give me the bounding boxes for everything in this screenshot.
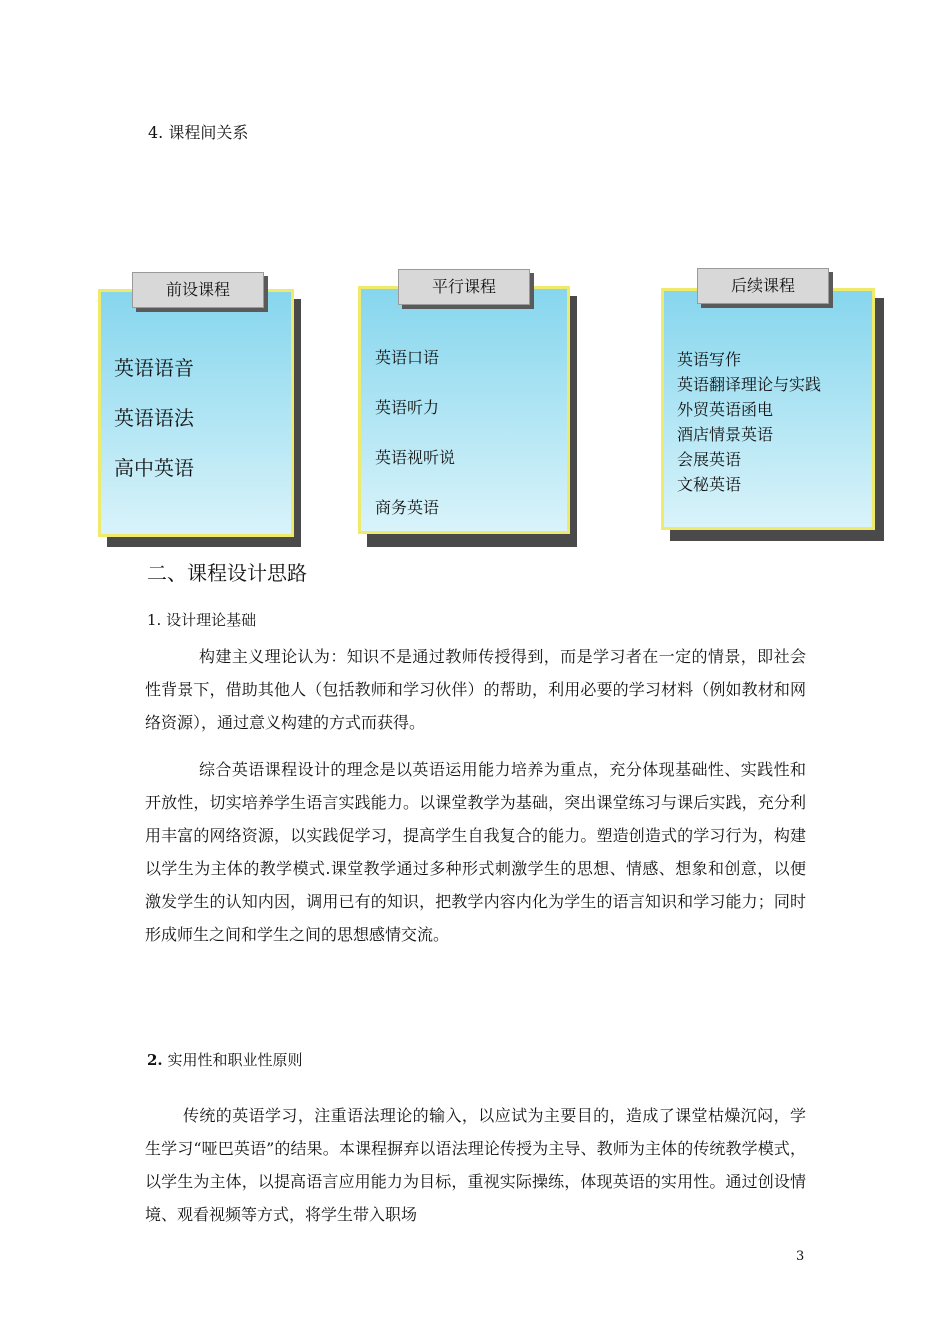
section-heading-course-relations: 4. 课程间关系 <box>148 123 249 142</box>
list-item: 文秘英语 <box>677 475 742 494</box>
subheading-practicality-principle <box>147 1049 302 1071</box>
section-heading-course-design: 二、课程设计思路 <box>147 561 307 585</box>
subheading-number: 2. <box>147 1051 163 1069</box>
list-item: 英语听力 <box>375 398 440 417</box>
list-item: 英语语法 <box>114 406 194 430</box>
list-item: 外贸英语函电 <box>677 400 774 419</box>
page-number: 3 <box>796 1249 805 1264</box>
prerequisite-label: 前设课程 <box>132 272 264 308</box>
list-item: 英语视听说 <box>375 448 456 467</box>
parallel-label: 平行课程 <box>398 269 530 305</box>
prerequisite-course-list <box>114 355 194 505</box>
list-item: 酒店情景英语 <box>677 425 774 444</box>
list-item: 英语口语 <box>375 348 440 367</box>
paragraph-design-concept: 综合英语课程设计的理念是以英语运用能力培养为重点，充分体现基础性、实践性和开放性，切实培养学生语言实践能力。以课堂教学为基础，突出课堂练习与课后实践，充分利用丰富的网络资源，以实践促学习，提高学生自我复合的能力。塑造创造式的学习行为，构建以学生为主体的教学模式.课堂教学通过多种形式刺激学生的思想、情感、想象和创意，以便激发学生的认知内因，调用已有的知识，把教学内容内化为学生的语言知识和学习能力；同时形成师生之间和学生之间的思想感情交流。 <box>145 760 806 944</box>
followup-course-list <box>677 347 821 497</box>
list-item: 英语写作 <box>677 350 742 369</box>
list-item: 商务英语 <box>375 498 440 517</box>
list-item: 会展英语 <box>677 450 742 469</box>
list-item: 英语翻译理论与实践 <box>677 375 822 394</box>
parallel-course-list <box>375 347 455 547</box>
list-item: 高中英语 <box>114 456 194 480</box>
subheading-design-theory: 1. 设计理论基础 <box>147 611 257 629</box>
paragraph-traditional-learning: 传统的英语学习，注重语法理论的输入，以应试为主要目的，造成了课堂枯燥沉闷，学生学习“哑巴英语”的结果。本课程摒弃以语法理论传授为主导、教师为主体的传统教学模式，以学生为主体，以提高语言应用能力为目标，重视实际操练，体现英语的实用性。通过创设情境、观看视频等方式，将学生带入职场 <box>145 1106 806 1224</box>
list-item: 英语语音 <box>114 356 194 380</box>
subheading-text: 实用性和职业性原则 <box>167 1051 303 1069</box>
followup-label: 后续课程 <box>697 268 829 304</box>
paragraph-constructivism: 构建主义理论认为：知识不是通过教师传授得到，而是学习者在一定的情景，即社会性背景下，借助其他人（包括教师和学习伙伴）的帮助，利用必要的学习材料（例如教材和网络资源），通过意义构建的方式而获得。 <box>145 647 806 732</box>
